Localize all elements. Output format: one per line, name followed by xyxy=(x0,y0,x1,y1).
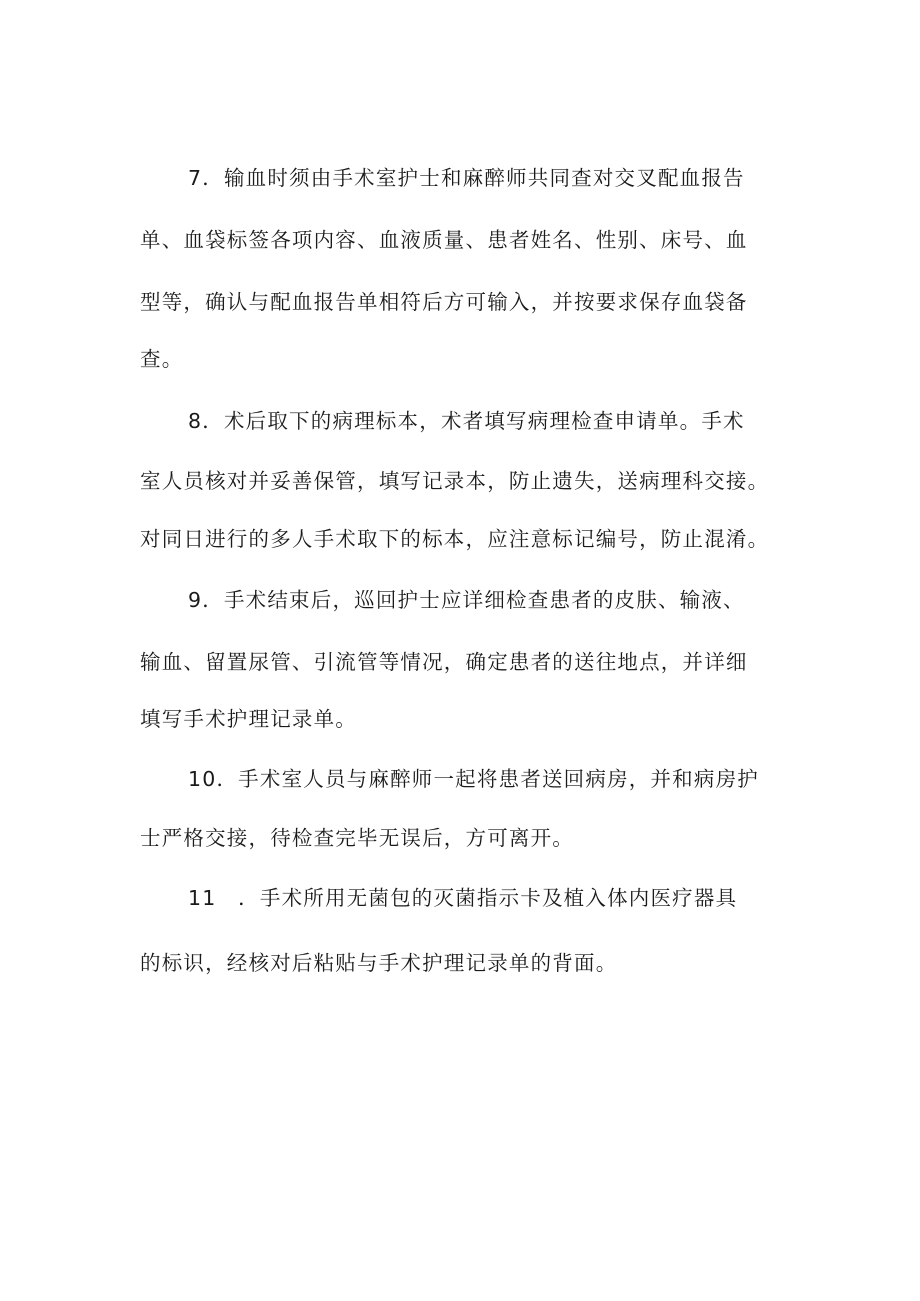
paragraph-line: 9．手术结束后，巡回护士应详细检查患者的皮肤、输液、 xyxy=(188,588,745,612)
paragraph-line: 对同日进行的多人手术取下的标本，应注意标记编号，防止混淆。 xyxy=(140,527,770,551)
paragraph-line: 填写手术护理记录单。 xyxy=(140,707,357,731)
paragraph-line: 室人员核对并妥善保管，填写记录本，防止遗失，送病理科交接。 xyxy=(140,469,770,493)
paragraph-line: 11 ．手术所用无菌包的灭菌指示卡及植入体内医疗器具 xyxy=(188,886,738,910)
paragraph-line: 型等，确认与配血报告单相符后方可输入，并按要求保存血袋备 xyxy=(140,290,748,314)
paragraph-line: 士严格交接，待检查完毕无误后，方可离开。 xyxy=(140,826,574,850)
paragraph-line: 10．手术室人员与麻醉师一起将患者送回病房，并和病房护 xyxy=(188,767,759,791)
paragraph-line: 查。 xyxy=(140,347,184,371)
paragraph-line: 8．术后取下的病理标本，术者填写病理检查申请单。手术 xyxy=(188,409,745,433)
paragraph-line: 输血、留置尿管、引流管等情况，确定患者的送往地点，并详细 xyxy=(140,650,748,674)
paragraph-line: 单、血袋标签各项内容、血液质量、患者姓名、性别、床号、血 xyxy=(140,228,748,252)
paragraph-line: 的标识，经核对后粘贴与手术护理记录单的背面。 xyxy=(140,951,618,975)
paragraph-line: 7．输血时须由手术室护士和麻醉师共同查对交叉配血报告 xyxy=(188,166,745,190)
